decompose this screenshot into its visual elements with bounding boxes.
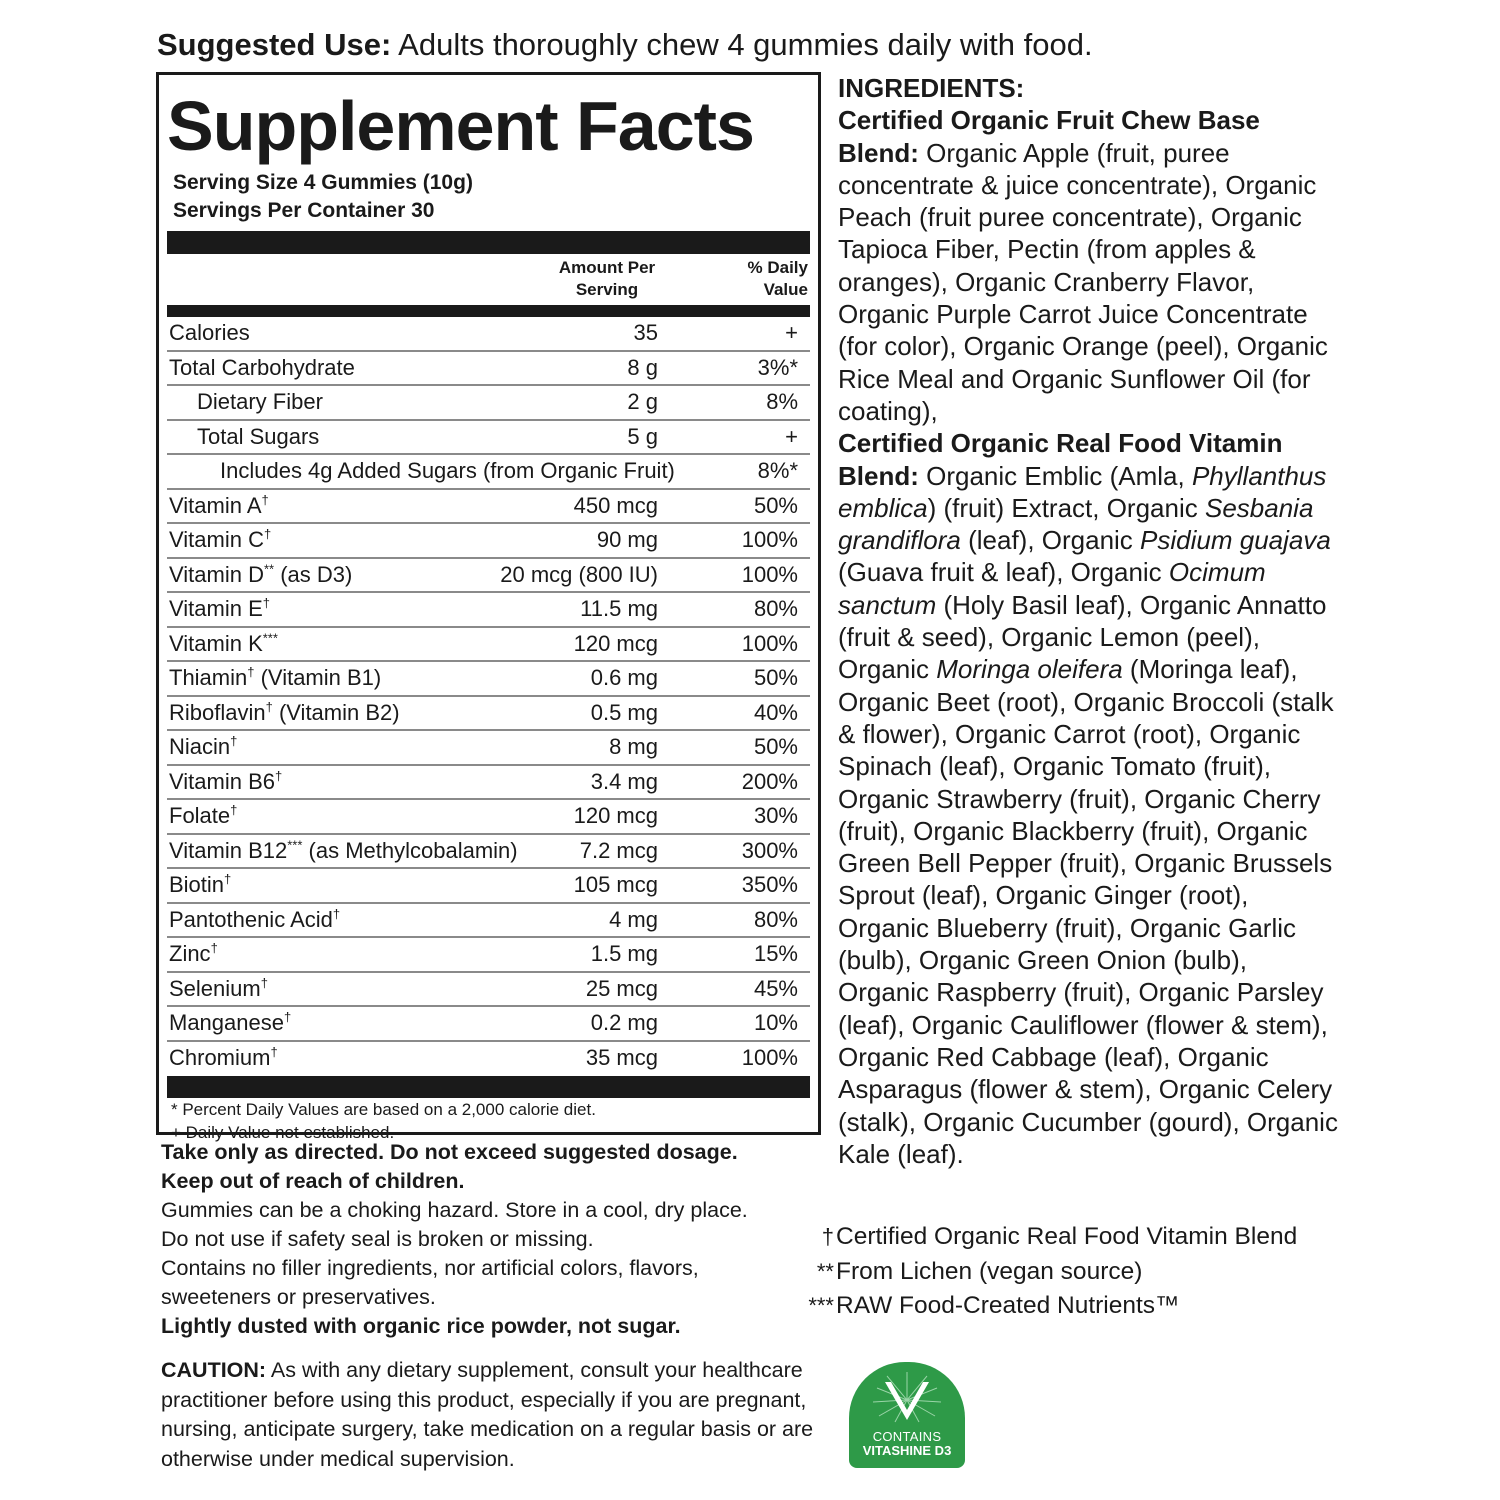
nutrient-amount: 0.5 mg	[590, 699, 658, 725]
nutrient-amount: 35	[633, 320, 658, 345]
nutrient-footnote-mark: ***	[287, 837, 303, 853]
nutrient-name-text: Total Carbohydrate	[169, 354, 355, 380]
nutrient-daily-value: 350%	[741, 872, 798, 897]
nutrient-daily-value: 50%	[753, 492, 798, 518]
nutrient-name-suffix: (as Methylcobalamin)	[302, 837, 518, 863]
warning-choking: Gummies can be a choking hazard. Store in a cool, dry place.	[161, 1198, 748, 1222]
nutrient-amount: 120 mcg	[573, 803, 658, 828]
nutrient-daily-value: 100%	[741, 1044, 798, 1070]
nutrient-name-text: Vitamin B12	[169, 837, 288, 863]
nutrient-name-text: Manganese	[169, 1010, 284, 1035]
nutrient-daily-value: 100%	[741, 561, 798, 587]
nutrient-row	[167, 869, 810, 904]
nutrient-name	[169, 1042, 278, 1074]
nutrient-name	[169, 317, 250, 349]
nutrient-footnote-mark: ***	[262, 630, 278, 646]
nutrient-name-text: Chromium	[169, 1044, 271, 1070]
blend1-label: Certified Organic Fruit Chew Base Blend:	[838, 105, 1260, 168]
warning-rice-powder: Lightly dusted with organic rice powder, not sugar.	[161, 1314, 681, 1338]
nutrient-daily-value: +	[785, 320, 798, 345]
badge-line1: CONTAINS	[872, 1429, 942, 1444]
nutrient-amount: 11.5 mg	[580, 596, 658, 621]
nutrient-daily-value: 10%	[753, 1010, 798, 1035]
col-amount-line1: Amount Per	[558, 258, 656, 277]
nutrient-name	[220, 455, 675, 487]
col-amount-header	[547, 257, 667, 301]
nutrient-amount: 1.5 mg	[590, 941, 658, 966]
nutrient-row	[167, 490, 810, 525]
nutrient-name-text: Vitamin D	[169, 561, 264, 587]
nutrient-name-text: Vitamin C	[169, 527, 264, 552]
nutrient-amount: 8 g	[627, 354, 658, 380]
fruit-chew-blend	[838, 104, 1338, 427]
nutrient-name	[169, 524, 271, 556]
warnings	[161, 1138, 811, 1341]
nutrient-amount: 450 mcg	[573, 492, 658, 518]
vitashine-badge	[849, 1362, 965, 1468]
nutrient-amount: 3.4 mg	[590, 768, 658, 794]
col-dv-line1: % Daily	[747, 258, 808, 277]
nutrient-name	[169, 490, 269, 522]
nutrient-name-text: Selenium	[169, 975, 261, 1001]
nutrient-footnote-mark: **	[263, 561, 275, 577]
warning-seal: Do not use if safety seal is broken or missing.	[161, 1227, 594, 1251]
nutrient-daily-value: +	[785, 423, 798, 449]
nutrient-footnote-mark: †	[262, 595, 270, 611]
nutrient-name-text: Vitamin A	[169, 492, 262, 518]
nutrient-daily-value: 45%	[753, 975, 798, 1001]
nutrient-amount: 120 mcg	[573, 630, 658, 656]
nutrient-amount: 20 mcg (800 IU)	[500, 561, 658, 587]
nutrient-daily-value: 30%	[753, 803, 798, 828]
nutrient-name-text: Vitamin E	[169, 596, 263, 621]
nutrient-row	[167, 973, 810, 1008]
nutrient-name-text: Niacin	[169, 734, 231, 759]
nutrient-daily-value: 100%	[741, 630, 798, 656]
nutrient-name	[169, 766, 282, 798]
nutrient-name-text: Zinc	[169, 941, 211, 966]
blend2-italic-1: Phyllanthus emblica	[838, 460, 1327, 523]
nutrient-amount: 2 g	[627, 389, 658, 414]
blend2-text-a: Organic Emblic (Amla,	[918, 460, 1192, 491]
blend2-text-d: (Guava fruit & leaf), Organic	[838, 557, 1169, 588]
nutrient-name	[169, 938, 218, 970]
caution-label: CAUTION:	[161, 1358, 267, 1382]
nutrient-name	[169, 869, 231, 901]
nutrient-name-suffix: (as D3)	[274, 561, 353, 587]
nutrient-amount: 0.2 mg	[590, 1010, 658, 1035]
nutrient-footnote-mark: †	[274, 768, 283, 784]
legend-row-double-star	[790, 1255, 1310, 1290]
warning-children: Keep out of reach of children.	[161, 1169, 465, 1193]
nutrient-daily-value: 80%	[753, 596, 798, 621]
nutrient-footnote-mark: †	[261, 492, 269, 508]
legend-text: RAW Food-Created Nutrients™	[836, 1292, 1180, 1319]
blend2-text-b: ) (fruit) Extract, Organic	[927, 492, 1205, 523]
nutrient-name	[169, 697, 400, 729]
nutrient-daily-value: 50%	[753, 734, 798, 759]
nutrient-row	[167, 628, 810, 663]
nutrient-name-text: Biotin	[169, 872, 225, 897]
nutrient-row	[167, 904, 810, 939]
nutrient-amount: 8 mg	[609, 734, 658, 759]
nutrient-name	[169, 352, 355, 384]
nutrient-footnote-mark: †	[283, 1009, 292, 1025]
nutrient-footnote-mark: †	[224, 871, 232, 887]
ingredients-list	[838, 72, 1338, 1170]
divider-bottom	[167, 1076, 810, 1098]
blend2-italic-2: Sesbania grandiflora	[838, 492, 1314, 556]
col-amount-line2: Serving	[575, 280, 639, 299]
blend2-label: Certified Organic Real Food Vitamin Blend:	[838, 428, 1283, 491]
blend2-text-c: (leaf), Organic	[960, 525, 1141, 556]
nutrient-name-text: Vitamin B6	[169, 768, 275, 794]
nutrient-name	[169, 904, 340, 936]
nutrient-footnote-mark: †	[270, 1044, 278, 1060]
nutrient-row	[167, 421, 810, 456]
legend-text: Certified Organic Real Food Vitamin Blend	[836, 1223, 1298, 1250]
column-headers	[167, 254, 810, 305]
divider-medium	[167, 305, 810, 317]
warning-dosage: Take only as directed. Do not exceed suggested dosage.	[161, 1140, 738, 1164]
nutrient-amount: 25 mcg	[585, 975, 658, 1001]
blend2-italic-4: Ocimum sanctum	[838, 557, 1266, 620]
nutrient-daily-value: 100%	[741, 527, 798, 552]
nutrient-row	[167, 386, 810, 421]
ingredients-heading: INGREDIENTS:	[838, 73, 1025, 103]
legend-mark: ***	[808, 1293, 834, 1318]
nutrient-row	[167, 1042, 810, 1077]
nutrient-amount: 7.2 mcg	[579, 837, 658, 863]
nutrient-amount: 5 g	[627, 423, 658, 449]
nutrient-row	[167, 766, 810, 801]
nutrient-name-suffix: (Vitamin B1)	[254, 665, 382, 690]
legend-text: From Lichen (vegan source)	[836, 1257, 1143, 1285]
nutrient-footnote-mark: †	[247, 664, 255, 680]
nutrient-row	[167, 938, 810, 973]
suggested-use-label: Suggested Use:	[157, 27, 392, 62]
col-dv-line2: Value	[763, 280, 808, 299]
nutrient-daily-value: 40%	[753, 699, 798, 725]
nutrient-footnote-mark: †	[260, 975, 268, 991]
footnote-not-established: + Daily Value not established.	[171, 1123, 395, 1142]
nutrient-name-text: Dietary Fiber	[197, 389, 323, 414]
nutrient-row	[167, 835, 810, 870]
suggested-use-text: Adults thoroughly chew 4 gummies daily with food.	[391, 27, 1093, 62]
blend2-italic-5: Moringa oleifera	[936, 654, 1123, 685]
nutrient-name-text: Total Sugars	[197, 423, 320, 449]
nutrient-daily-value: 200%	[741, 768, 798, 794]
nutrient-daily-value: 50%	[753, 665, 798, 690]
nutrient-row	[167, 352, 810, 387]
nutrient-name-text: Folate	[169, 803, 231, 828]
nutrient-footnote-mark: †	[263, 526, 272, 542]
nutrient-row	[167, 559, 810, 594]
nutrient-footnote-mark: †	[230, 802, 238, 818]
nutrient-amount: 0.6 mg	[590, 665, 658, 690]
nutrient-daily-value: 15%	[753, 941, 798, 966]
nutrient-footnote-mark: †	[265, 699, 273, 715]
footnote-legend	[790, 1220, 1310, 1324]
caution-text: As with any dietary supplement, consult your healthcare practitioner before using this product, especially if you are pregnant, nursing, anticipate surgery, take medication on a regular basis or are otherwise under medical supervision.	[161, 1358, 814, 1471]
nutrient-name	[169, 835, 518, 867]
nutrient-row	[167, 524, 810, 559]
nutrient-amount: 90 mg	[596, 527, 658, 552]
nutrient-daily-value: 3%*	[757, 354, 798, 380]
nutrient-name	[197, 421, 319, 453]
nutrient-name	[169, 593, 270, 625]
serving-size: Serving Size 4 Gummies (10g)	[173, 171, 473, 194]
nutrient-name	[169, 628, 278, 660]
nutrient-amount: 35 mcg	[585, 1044, 658, 1070]
nutrient-row	[167, 317, 810, 352]
warning-no-fillers: Contains no filler ingredients, nor artificial colors, flavors, sweeteners or preservatives.	[161, 1256, 699, 1309]
legend-row-dagger	[790, 1220, 1310, 1255]
blend1-text: Organic Apple (fruit, puree concentrate & juice concentrate), Organic Peach (fruit puree concentrate), Organic Tapioca Fiber, Pectin (from apples & oranges), Organic Cranberry Flavor, Organic Purple Carrot Juice Concentrate (for color), Organic Orange (peel), Organic Rice Meal and Organic Sunflower Oil (for coating),	[838, 137, 1328, 426]
supplement-facts-panel	[156, 72, 821, 1142]
legend-mark: †	[821, 1224, 834, 1249]
vitamin-blend	[838, 427, 1338, 1170]
footnote-dv: * Percent Daily Values are based on a 2,000 calorie diet.	[171, 1100, 596, 1119]
nutrient-row	[167, 697, 810, 732]
nutrient-row	[167, 455, 810, 490]
nutrient-name-text: Thiamin	[169, 665, 248, 690]
nutrient-name-suffix: (Vitamin B2)	[272, 699, 400, 725]
nutrient-name-text: Includes 4g Added Sugars (from Organic Fruit)	[220, 458, 675, 483]
col-dv-header	[718, 257, 808, 301]
nutrient-rows	[167, 317, 810, 1076]
nutrient-footnote-mark: †	[210, 940, 218, 956]
nutrient-amount: 4 mg	[609, 906, 658, 932]
legend-mark: **	[816, 1258, 834, 1284]
nutrient-name	[169, 731, 237, 763]
nutrient-daily-value: 80%	[753, 906, 798, 932]
facts-title: Supplement Facts	[167, 87, 754, 165]
nutrient-name-text: Pantothenic Acid	[169, 906, 333, 932]
nutrient-name	[197, 386, 323, 418]
nutrient-name-text: Riboflavin	[169, 699, 266, 725]
nutrient-name	[169, 800, 237, 832]
blend2-text-e: (Holy Basil leaf), Organic Annatto (fruit & seed), Organic Lemon (peel), Organic	[838, 589, 1327, 685]
nutrient-daily-value: 8%	[766, 389, 798, 414]
nutrient-daily-value: 300%	[741, 837, 798, 863]
nutrient-name-text: Vitamin K	[169, 630, 263, 656]
badge-line2: VITASHINE D3	[862, 1443, 952, 1458]
legend-row-triple-star	[790, 1289, 1310, 1324]
nutrient-name	[169, 662, 381, 694]
nutrient-name-text: Calories	[169, 320, 250, 345]
nutrient-daily-value: 8%*	[757, 458, 798, 483]
nutrient-row	[167, 593, 810, 628]
blend2-text-f: (Moringa leaf), Organic Beet (root), Organic Broccoli (stalk & flower), Organic Carrot (root), Organic Spinach (leaf), Organic Tomato (fruit), Organic Strawberry (fruit), Organic Cherry (fruit), Organic Blackberry (fruit), Organic Green Bell Pepper (fruit), Organic Brussels Sprout (leaf), Organic Ginger (root), Organic Blueberry (fruit), Organic Garlic (bulb), Organic Green Onion (bulb), Organic Raspberry (fruit), Organic Parsley (leaf), Organic Cauliflower (flower & stem), Organic Red Cabbage (leaf), Organic Asparagus (flower & stem), Organic Celery (stalk), Organic Cucumber (gourd), Organic Kale (leaf).	[838, 654, 1338, 1169]
nutrient-row	[167, 800, 810, 835]
divider-thick	[167, 231, 810, 254]
nutrient-row	[167, 731, 810, 766]
nutrient-footnote-mark: †	[230, 733, 238, 749]
nutrient-name	[169, 1007, 291, 1039]
nutrient-row	[167, 662, 810, 697]
caution-statement	[161, 1356, 821, 1474]
nutrient-name	[169, 973, 268, 1005]
nutrient-name	[169, 559, 352, 591]
nutrient-amount: 105 mcg	[573, 872, 658, 897]
servings-per-container: Servings Per Container 30	[173, 199, 435, 222]
nutrient-row	[167, 1007, 810, 1042]
suggested-use	[157, 26, 1217, 64]
nutrient-footnote-mark: †	[332, 906, 341, 922]
blend2-italic-3: Psidium guajava	[1140, 525, 1331, 556]
